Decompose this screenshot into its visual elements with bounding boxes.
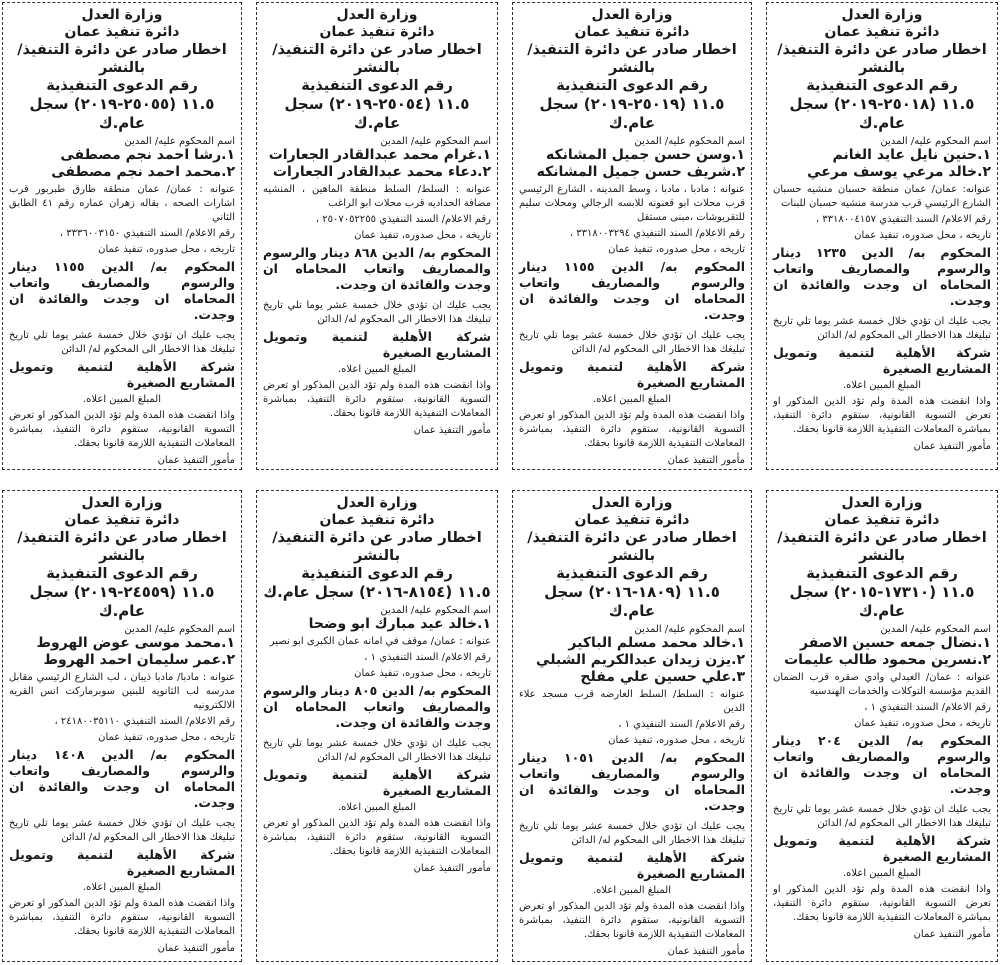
officer-signature: مأمور التنفيذ عمان [667, 946, 745, 957]
document-number: رقم الاعلام/ السند التنفيذي ١ ، [364, 652, 491, 663]
case-number: ١١.٥ (٨١٥٤-٢٠١٦) سجل عام.ك [263, 583, 491, 601]
ministry-heading: وزارة العدل [841, 7, 923, 23]
address-text: عنوانه : عمان/ عمان منطقة طارق طبربور قرب اشارات الصحه ، بقاله زهران عماره رقم ٤١ الطابق الثاني [9, 184, 235, 223]
defendant-name: ٢.خالد مرعي يوسف مرعي [807, 164, 991, 180]
document-number: رقم الاعلام/ السند التنفيذي ٢٥٠٧٠٥٢٢٥٥ ، [315, 214, 491, 225]
warning-text: واذا انقضت هذه المدة ولم تؤد الدين المذكور او تعرض التسوية القانونية، ستقوم دائرة التنفيذ، بمباشرة المعاملات التنفيذية اللازمة قانونا بحقك. [9, 898, 235, 937]
defendant-names [773, 635, 991, 669]
defendant-label: اسم المحكوم عليه/ المدين [124, 624, 235, 635]
warning-text: واذا انقضت هذه المدة ولم تؤد الدين المذكور او تعرض التسوية القانونية، ستقوم دائرة التنفيذ، بمباشرة المعاملات التنفيذية اللازمة قانونا بحقك. [519, 410, 745, 449]
officer-signature: مأمور التنفيذ عمان [157, 455, 235, 466]
document-number: رقم الاعلام/ السند التنفيذي ١ ، [864, 702, 991, 713]
defendant-label: اسم المحكوم عليه/ المدين [634, 624, 745, 635]
department-heading: دائرة تنفيذ عمان [574, 24, 690, 40]
ministry-heading: وزارة العدل [336, 7, 418, 23]
defendant-name: ٢.يزن زيدان عبدالكريم الشبلي [536, 652, 745, 668]
document-number: رقم الاعلام/ السند التنفيذي ٢٤١٨٠٠٣٥١١٠ ، [54, 716, 235, 727]
notice-title: اخطار صادر عن دائرة التنفيذ/بالنشر [527, 530, 737, 564]
notice-card [766, 2, 998, 470]
case-number: ١١.٥ (٢٥٠٥٤-٢٠١٩) سجل عام.ك [284, 95, 470, 132]
defendant-name: ١.خالد محمد مسلم الباكير [568, 635, 745, 651]
ministry-heading: وزارة العدل [81, 7, 163, 23]
issue-place: تاريخه ، محل صدوره، تنفيذ عمان [354, 230, 491, 241]
ministry-heading: وزارة العدل [591, 495, 673, 511]
amount-stated: المبلغ المبين اعلاه. [83, 394, 161, 405]
officer-signature: مأمور التنفيذ عمان [413, 863, 491, 874]
ministry-heading: وزارة العدل [841, 495, 923, 511]
defendant-names [773, 147, 991, 181]
notice-card [2, 490, 242, 962]
warning-text: واذا انقضت هذه المدة ولم تؤد الدين المذكور او تعرض التسوية القانونية، ستقوم دائرة التنفيذ، بمباشرة المعاملات التنفيذية اللازمة قانونا بحقك. [519, 901, 745, 940]
notice-card [766, 490, 998, 962]
case-label: رقم الدعوى التنفيذية [806, 566, 958, 582]
department-heading: دائرة تنفيذ عمان [64, 24, 180, 40]
creditor-name: شركة الأهلية لتنمية وتمويل المشاريع الصغيرة [519, 359, 745, 390]
payment-text: يجب عليك ان تؤدي خلال خمسة عشر يوما تلي تاريخ تبليغك هذا الاخطار الى المحكوم له/ الدائن [9, 818, 235, 843]
notice-card [256, 490, 498, 962]
case-number: ١١.٥ (١٧٣١٠-٢٠١٥) سجل عام.ك [789, 583, 975, 620]
notice-title: اخطار صادر عن دائرة التنفيذ/بالنشر [527, 42, 737, 76]
amount-text: المحكوم به/ الدين ١٠٥١ دينار والرسوم والمصاريف واتعاب المحاماه ان وجدت والفائدة ان وجدت. [519, 750, 746, 813]
case-label: رقم الدعوى التنفيذية [556, 78, 708, 94]
warning-text: واذا انقضت هذه المدة ولم تؤد الدين المذكور او تعرض التسوية القانونية، ستقوم دائرة التنفيذ، بمباشرة المعاملات التنفيذية اللازمة قانونا بحقك. [773, 884, 991, 923]
amount-text: المحكوم به/ الدين ١٢٣٥ دينار والرسوم والمصاريف واتعاب المحاماه ان وجدت والفائدة ان وجدت. [773, 245, 992, 308]
notice-card [256, 2, 498, 470]
payment-text: يجب عليك ان تؤدي خلال خمسة عشر يوما تلي تاريخ تبليغك هذا الاخطار الى المحكوم له/ الدائن [773, 804, 991, 829]
document-number: رقم الاعلام/ السند التنفيذي ٣٣١٨٠٠٤١٥٧ ، [815, 214, 991, 225]
notice-card [512, 2, 752, 470]
notice-card [512, 490, 752, 962]
case-label: رقم الدعوى التنفيذية [806, 78, 958, 94]
notice-title: اخطار صادر عن دائرة التنفيذ/بالنشر [777, 530, 987, 564]
amount-stated: المبلغ المبين اعلاه. [338, 802, 416, 813]
address-text: عنوانه : عمان/ موقف في امانه عمان الكبرى ابو نصير [269, 636, 491, 647]
address-text: عنوانه : عمان/ العبدلي وادي صقره قرب الضمان القديم مؤسسة التوكلات والخدمات الهندسيه [773, 672, 991, 697]
amount-stated: المبلغ المبين اعلاه. [338, 364, 416, 375]
department-heading: دائرة تنفيذ عمان [64, 512, 180, 528]
department-heading: دائرة تنفيذ عمان [824, 512, 940, 528]
case-label: رقم الدعوى التنفيذية [301, 78, 453, 94]
notice-card [2, 2, 242, 470]
defendant-name: ١.خالد عيد مبارك ابو وضحا [308, 616, 491, 632]
defendant-label: اسم المحكوم عليه/ المدين [880, 624, 991, 635]
officer-signature: مأمور التنفيذ عمان [157, 943, 235, 954]
defendant-label: اسم المحكوم عليه/ المدين [880, 136, 991, 147]
warning-text: واذا انقضت هذه المدة ولم تؤد الدين المذكور او تعرض التسوية القانونية، ستقوم دائرة التنفيذ، بمباشرة المعاملات التنفيذية اللازمة قانونا بحقك. [263, 380, 491, 419]
creditor-name: شركة الأهلية لتنمية وتمويل المشاريع الصغيرة [773, 345, 991, 376]
issue-place: تاريخه ، محل صدوره، تنفيذ عمان [854, 230, 991, 241]
defendant-names [519, 147, 745, 181]
notice-title: اخطار صادر عن دائرة التنفيذ/بالنشر [272, 530, 482, 564]
case-number: ١١.٥ (٢٤٥٥٩-٢٠١٩) سجل عام.ك [29, 583, 215, 620]
issue-place: تاريخه ، محل صدوره، تنفيذ عمان [608, 735, 745, 746]
notice-title: اخطار صادر عن دائرة التنفيذ/بالنشر [272, 42, 482, 76]
issue-place: تاريخه ، محل صدوره، تنفيذ عمان [98, 732, 235, 743]
warning-text: واذا انقضت هذه المدة ولم تؤد الدين المذكور او تعرض التسوية القانونية، ستقوم دائرة التنفيذ، بمباشرة المعاملات التنفيذية اللازمة قانونا بحقك. [263, 818, 491, 857]
case-label: رقم الدعوى التنفيذية [556, 566, 708, 582]
payment-text: يجب عليك ان تؤدي خلال خمسة عشر يوما تلي تاريخ تبليغك هذا الاخطار الى المحكوم له/ الدائن [263, 300, 491, 325]
amount-stated: المبلغ المبين اعلاه. [843, 868, 921, 879]
amount-stated: المبلغ المبين اعلاه. [843, 380, 921, 391]
defendant-names [263, 616, 491, 633]
document-number: رقم الاعلام/ السند التنفيذي ٣٣١٨٠٠٣٢٩٤ ، [569, 228, 745, 239]
ministry-heading: وزارة العدل [81, 495, 163, 511]
case-number: ١١.٥ (٢٥٠٥٥-٢٠١٩) سجل عام.ك [29, 95, 215, 132]
amount-text: المحكوم به/ الدين ٨٠٥ دينار والرسوم والمصاريف واتعاب المحاماه ان وجدت والفائدة ان وجدت. [263, 683, 492, 730]
notice-title: اخطار صادر عن دائرة التنفيذ/بالنشر [777, 42, 987, 76]
defendant-name: ١.غرام محمد عبدالقادر الجعارات [268, 147, 491, 163]
creditor-name: شركة الأهلية لتنمية وتمويل المشاريع الصغيرة [519, 850, 745, 881]
amount-text: المحكوم به/ الدين ١١٥٥ دينار والرسوم والمصاريف واتعاب المحاماه ان وجدت والفائدة ان وجدت. [9, 259, 236, 322]
defendant-name: ٢.محمد احمد نجم مصطفى [51, 164, 235, 180]
defendant-name: ٢.عمر سليمان احمد الهروط [43, 652, 235, 668]
creditor-name: شركة الأهلية لتنمية وتمويل المشاريع الصغيرة [263, 767, 491, 798]
payment-text: يجب عليك ان تؤدي خلال خمسة عشر يوما تلي تاريخ تبليغك هذا الاخطار الى المحكوم له/ الدائن [519, 821, 745, 846]
document-number: رقم الاعلام/ السند التنفيذي ١ ، [618, 719, 745, 730]
defendant-name: ٢.دعاء محمد عبدالقادر الجعارات [272, 164, 491, 180]
defendant-label: اسم المحكوم عليه/ المدين [634, 136, 745, 147]
case-number: ١١.٥ (٢٥٠١٩-٢٠١٩) سجل عام.ك [539, 95, 725, 132]
issue-place: تاريخه ، محل صدوره، تنفيذ عمان [608, 244, 745, 255]
defendant-name: ٢.نسرين محمود طالب عليمات [784, 652, 991, 668]
department-heading: دائرة تنفيذ عمان [319, 512, 435, 528]
amount-text: المحكوم به/ الدين ١١٥٥ دينار والرسوم والمصاريف واتعاب المحاماه ان وجدت والفائدة ان وجدت. [519, 259, 746, 322]
officer-signature: مأمور التنفيذ عمان [913, 441, 991, 452]
defendant-label: اسم المحكوم عليه/ المدين [380, 605, 491, 616]
creditor-name: شركة الأهلية لتنمية وتمويل المشاريع الصغيرة [263, 329, 491, 360]
case-label: رقم الدعوى التنفيذية [301, 566, 453, 582]
case-number: ١١.٥ (١٨٠٩-٢٠١٦) سجل عام.ك [544, 583, 720, 620]
defendant-names [519, 635, 745, 686]
amount-text: المحكوم به/ الدين ٢٠٤ دينار والرسوم والمصاريف واتعاب المحاماه ان وجدت والفائدة ان وجدت. [773, 733, 992, 796]
payment-text: يجب عليك ان تؤدي خلال خمسة عشر يوما تلي تاريخ تبليغك هذا الاخطار الى المحكوم له/ الدائن [773, 316, 991, 341]
defendant-names [9, 147, 235, 181]
amount-stated: المبلغ المبين اعلاه. [83, 882, 161, 893]
address-text: عنوانه : مادبا ، مادبا ، وسط المدينه ، الشارع الرئيسي قرب محلات ابو قعنونه للابسه الرجالي ومحلات سليم للتقريوشات ،مبنى مستقل [519, 184, 745, 223]
issue-place: تاريخه ، محل صدوره، تنفيذ عمان [354, 668, 491, 679]
defendant-label: اسم المحكوم عليه/ المدين [124, 136, 235, 147]
issue-place: تاريخه ، محل صدوره، تنفيذ عمان [98, 244, 235, 255]
officer-signature: مأمور التنفيذ عمان [667, 455, 745, 466]
payment-text: يجب عليك ان تؤدي خلال خمسة عشر يوما تلي تاريخ تبليغك هذا الاخطار الى المحكوم له/ الدائن [263, 738, 491, 763]
warning-text: واذا انقضت هذه المدة ولم تؤد الدين المذكور او تعرض التسوية القانونية، ستقوم دائرة التنفيذ، بمباشرة المعاملات التنفيذية اللازمة قانونا بحقك. [773, 396, 991, 435]
amount-text: المحكوم به/ الدين ١٤٠٨ دينار والرسوم والمصاريف واتعاب المحاماه ان وجدت والفائدة ان وجدت. [9, 747, 236, 810]
ministry-heading: وزارة العدل [591, 7, 673, 23]
ministry-heading: وزارة العدل [336, 495, 418, 511]
address-text: عنوانه : مادبا/ مادبا ذيبان ، لب الشارع الرئيسي مقابل مدرسه لب الثانويه للبنين سوبرماركت انس القريه الالكترونيه [9, 672, 235, 711]
officer-signature: مأمور التنفيذ عمان [913, 929, 991, 940]
defendant-name: ١.حنين نايل عايد الغانم [832, 147, 991, 163]
defendant-names [9, 635, 235, 669]
creditor-name: شركة الأهلية لتنمية وتمويل المشاريع الصغيرة [9, 847, 235, 878]
issue-place: تاريخه ، محل صدوره، تنفيذ عمان [854, 718, 991, 729]
payment-text: يجب عليك ان تؤدي خلال خمسة عشر يوما تلي تاريخ تبليغك هذا الاخطار الى المحكوم له/ الدائن [9, 330, 235, 355]
amount-stated: المبلغ المبين اعلاه. [593, 394, 671, 405]
department-heading: دائرة تنفيذ عمان [574, 512, 690, 528]
creditor-name: شركة الأهلية لتنمية وتمويل المشاريع الصغيرة [9, 359, 235, 390]
creditor-name: شركة الأهلية لتنمية وتمويل المشاريع الصغيرة [773, 833, 991, 864]
address-text: عنوانه : السلط/ السلط منطقة الماهين ، المنشيه مضافة الحداديه قرب محلات ابو الراغب [263, 184, 491, 209]
notice-title: اخطار صادر عن دائرة التنفيذ/بالنشر [17, 42, 227, 76]
department-heading: دائرة تنفيذ عمان [824, 24, 940, 40]
defendant-name: ٣.علي حسين علي مفلح [580, 669, 745, 685]
defendant-name: ١.محمد موسى عوض الهروط [36, 635, 235, 651]
case-label: رقم الدعوى التنفيذية [46, 566, 198, 582]
document-number: رقم الاعلام/ السند التنفيذي ٣٣٣٦٠٠٣١٥٠ ، [59, 228, 235, 239]
case-label: رقم الدعوى التنفيذية [46, 78, 198, 94]
amount-text: المحكوم به/ الدين ٨٦٨ دينار والرسوم والمصاريف واتعاب المحاماه ان وجدت والفائدة ان وجدت. [263, 245, 492, 292]
defendant-name: ١.نضال جمعه حسين الاصفر [800, 635, 991, 651]
case-number: ١١.٥ (٢٥٠١٨-٢٠١٩) سجل عام.ك [789, 95, 975, 132]
payment-text: يجب عليك ان تؤدي خلال خمسة عشر يوما تلي تاريخ تبليغك هذا الاخطار الى المحكوم له/ الدائن [519, 330, 745, 355]
amount-stated: المبلغ المبين اعلاه. [593, 885, 671, 896]
warning-text: واذا انقضت هذه المدة ولم تؤد الدين المذكور او تعرض التسوية القانونية، ستقوم دائرة التنفيذ، بمباشرة المعاملات التنفيذية اللازمة قانونا بحقك. [9, 410, 235, 449]
address-text: عنوانه : السلط/ السلط العارضه قرب مسجد علاء الدين [519, 689, 745, 714]
defendant-names [263, 147, 491, 181]
address-text: عنوانه: عمان/ عمان منطقة حسبان منشيه حسبان الشارع الرئيسي قرب مدرسة منشيه حسبان للبنات [773, 184, 991, 209]
notice-title: اخطار صادر عن دائرة التنفيذ/بالنشر [17, 530, 227, 564]
officer-signature: مأمور التنفيذ عمان [413, 425, 491, 436]
defendant-name: ١.رشا احمد نجم مصطفى [60, 147, 235, 163]
defendant-name: ٢.شريف حسن جميل المشانكه [536, 164, 745, 180]
defendant-name: ١.وسن حسن جميل المشانكه [545, 147, 745, 163]
defendant-label: اسم المحكوم عليه/ المدين [380, 136, 491, 147]
department-heading: دائرة تنفيذ عمان [319, 24, 435, 40]
